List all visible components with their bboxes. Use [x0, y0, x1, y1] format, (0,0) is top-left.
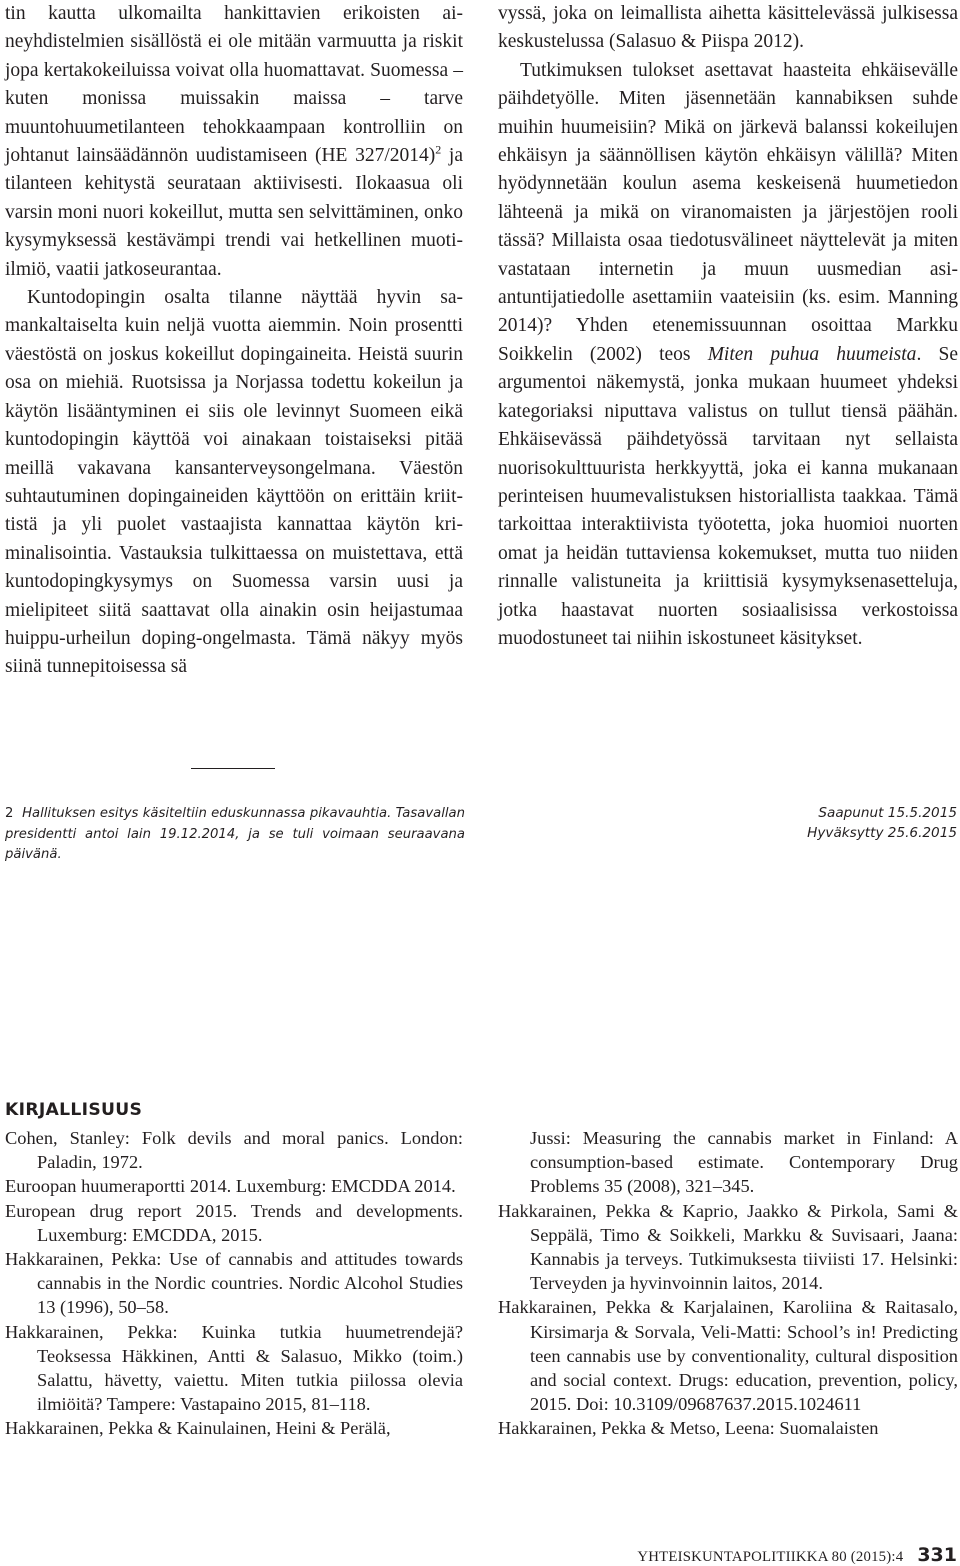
footnote-divider [191, 768, 275, 769]
reference-entry: Hakkarainen, Pekka & Karjalainen, Karoliina & Raitasalo, Kirsimarja & Sorvala, Veli-Matti: School’s in! Predicting teen cannabis use by conventionality, cultural disposition and social context. Drugs: education, prevention, policy, 2015. Doi: 10.3109/09687637.2015.1024611 [498, 1297, 958, 1415]
footnote-reference: 2 [435, 142, 442, 157]
accepted-date: Hyväksytty 25.6.2015 [807, 825, 957, 841]
reference-entry: European drug report 2015. Trends and developments. Luxemburg: EMCDDA, 2015. [5, 1200, 463, 1245]
reference-continuation: Jussi: Measuring the cannabis market in Finland: A consumption-based estimate. Contemporary Drug Problems 35 (2008), 321–345. [530, 1128, 958, 1197]
reference-entry: Hakkarainen, Pekka & Kainulainen, Heini & Perälä, [5, 1418, 391, 1439]
footnote [5, 804, 465, 866]
reference-entry: Hakkarainen, Pekka: Kuinka tutkia huumetrendejä? Teoksessa Häkkinen, Antti & Salasuo, Mikko (toim.) Salattu, hävetty, vaiettu. Miten tutkia piilossa olevia ilmiöitä? Tampere: Vastapaino 2015, 81–118. [5, 1321, 463, 1415]
left-text-column [5, 0, 463, 682]
paragraph: Kuntodopingin osalta tilanne näyttää hyvin samankaltaiselta kuin neljä vuotta aiemmin. Noin prosentti väestöstä on joskus kokeillut dopingaineita. Heistä suurin osa on miehiä. Ruotsissa ja Norjassa todettu kokeilun ja käytön lisääntyminen ei siis ole levinnyt Suomeen eikä kuntodopingin käyttöä voi ainakaan toistaiseksi pitää meillä vakavana kansanterveysongelmana. Väestön suhtautuminen dopingaineiden käyttöön on erittäin kriittistä ja yli puolet vastaajista kannattaa käytön kriminalisointia. Vastauksia tulkittaessa on muistettava, että kuntodopingkysymys on Suomessa varsin uusi ja mielipiteet siitä saattavat olla ainakin osin heijastumaa huippu-urheilun doping-ongelmasta. Tämä näkyy myös siinä tunnepitoisessa sä [5, 287, 463, 678]
paragraph: tin kautta ulkomailta hankittavien erikoisten aineyhdistelmien sisällöstä ei ole mitään varmuutta ja riskit jopa kertakokeiluissa voivat olla huomattavat. Suomessa – kuten monissa muissakin maissa – tarve muuntohuumetilanteen tehokkaampaan kontrolliin on johtanut lainsäädännön uudistamiseen (HE 327/2014)$^2$ ja tilanteen kehitystä seurataan aktiivisesti. Ilokaasua oli varsin moni nuori kokeillut, mutta sen selvittäminen, onko kysymyksessä kestävämpi trendi vai hetkellinen muoti-ilmiö, vaatii jatkoseurantaa. [5, 3, 463, 280]
page-number: 331 [917, 1544, 957, 1566]
reference-entry: Euroopan huumeraportti 2014. Luxemburg: EMCDDA 2014. [5, 1176, 456, 1197]
reference-entry: Hakkarainen, Pekka: Use of cannabis and attitudes towards cannabis in the Nordic countries. Nordic Alcohol Studies 13 (1996), 50–58. [5, 1249, 463, 1318]
bibliography-heading: KIRJALLISUUS [5, 1100, 143, 1120]
reference-entry: Hakkarainen, Pekka & Kaprio, Jaakko & Pirkola, Sami & Seppälä, Timo & Soikkeli, Markku & Suvisaari, Jaana: Kannabis ja terveys. Tutkimuksesta tiiviisti 17. Helsinki: Terveyden ja hyvinvoinnin laitos, 2014. [498, 1200, 958, 1294]
journal-reference: YHTEISKUNTAPOLITIIKKA 80 (2015):4 [637, 1549, 904, 1565]
right-text-column [498, 0, 958, 653]
paragraph: vyssä, joka on leimallista aihetta käsittelevässä julkisessa keskustelussa (Salasuo & Piispa 2012). [498, 3, 958, 53]
book-title: Miten puhua huumeista [707, 343, 917, 365]
bibliography-left-column [5, 1126, 463, 1441]
submission-dates [807, 803, 957, 843]
footnote-text: Hallituksen esitys käsiteltiin eduskunnassa pikavauhtia. Tasavallan presidentti antoi lain 19.12.2014, ja se tuli voimaan seuraavana päivänä. [5, 806, 465, 862]
page-footer [637, 1544, 957, 1566]
paragraph: Tutkimuksen tulokset asettavat haasteita ehkäisevälle päihdetyölle. Miten jäsennetään kannabiksen suhde muihin huumeisiin? Mikä on järkevä balanssi kokeilujen ehkäisyn ja säännöllisen käytön ehkäisyn välillä? Miten hyödynnetään koulun asema keskeisenä huumetiedon lähteenä ja mikä on viranomaisten ja järjestöjen rooli tässä? Millaista osaa tiedotusvälineet näyttelevät ja miten vastataan internetin ja muun uusmedian asiantuntijatiedolle asettamiin vaateisiin (ks. esim. Manning 2014)? Yhden etenemissuunnan osoittaa Markku Soikkelin (2002) teos Miten puhua huumeista. Se argumentoi näkemystä, jonka mukaan huumeet yhdeksi kategoriaksi niputtava valistus on tullut tiensä päähän. Ehkäisevässä päihdetyössä tarvitaan nyt sellaista nuorisokulttuurista herkkyyttä, joka ei kanna mukanaan perinteisen huumevalistuksen historiallista taakkaa. Tämä tarkoittaa interaktiivista työotetta, joka huomioi nuorten omat ja heidän tuttaviensa kokemukset, mutta tuo niiden rinnalle valistuneita ja kriittisiä kysymyksenasetteluja, jotka haastavat nuorten sosiaalisissa verkostoissa muodostuneet tai niihin iskostuneet käsitykset. [498, 59, 958, 649]
footnote-number: 2 [5, 806, 14, 821]
received-date: Saapunut 15.5.2015 [818, 805, 957, 821]
bibliography-right-column [498, 1126, 958, 1441]
reference-entry: Cohen, Stanley: Folk devils and moral panics. London: Paladin, 1972. [5, 1128, 463, 1173]
reference-entry: Hakkarainen, Pekka & Metso, Leena: Suomalaisten [498, 1418, 879, 1439]
